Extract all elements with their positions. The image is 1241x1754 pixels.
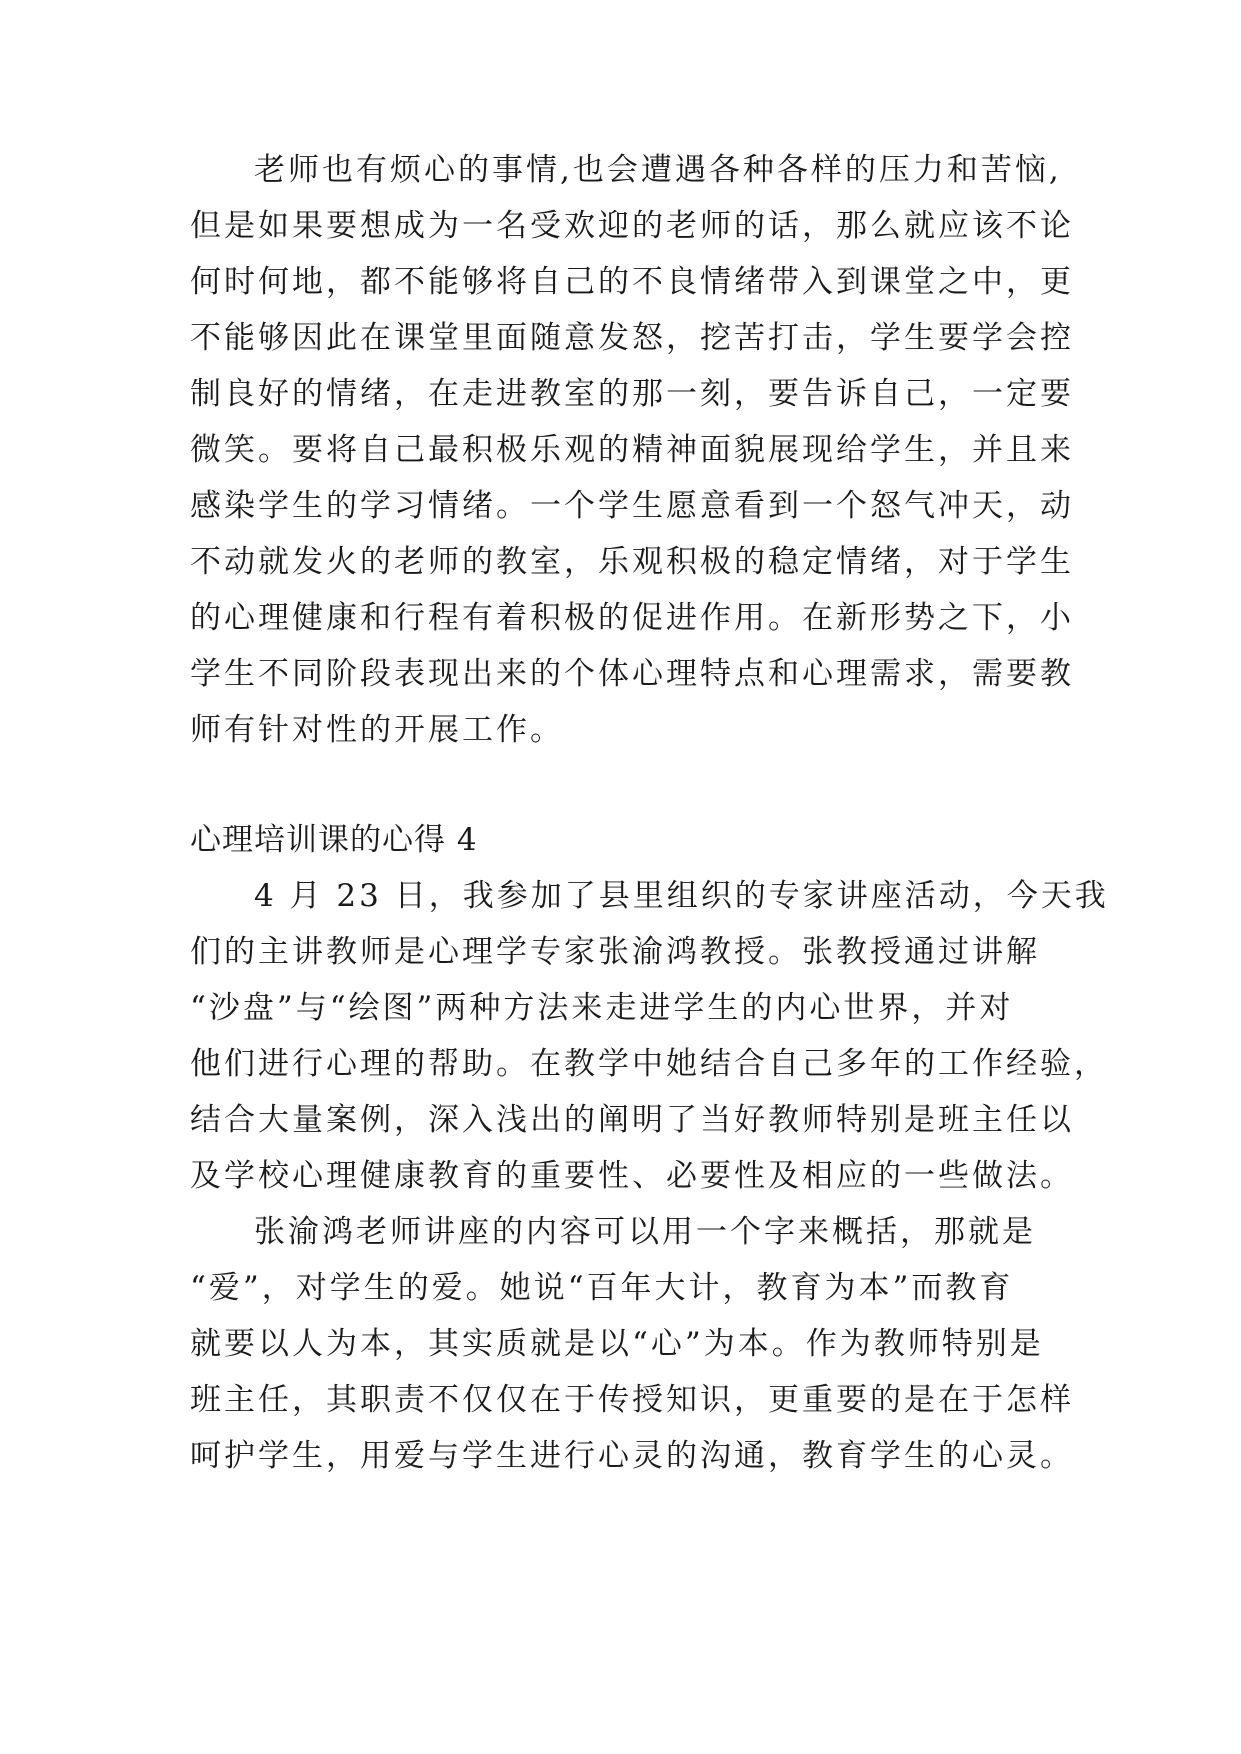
paragraph-line: 张渝鸿老师讲座的内容可以用一个字来概括，那就是 [254, 1214, 1036, 1250]
paragraph-line: 微笑。要将自己最积极乐观的精神面貌展现给学生，并且来 [190, 432, 1074, 468]
paragraph-line: 制良好的情绪，在走进教室的那一刻，要告诉自己，一定要 [190, 376, 1074, 412]
paragraph-line: 呵护学生，用爱与学生进行心灵的沟通，教育学生的心灵。 [190, 1438, 1074, 1474]
paragraph-line: “爱”，对学生的爱。她说“百年大计，教育为本”而教育 [190, 1270, 1014, 1306]
paragraph-line: 他们进行心理的帮助。在教学中她结合自己多年的工作经验， [190, 1046, 1108, 1082]
paragraph-line: 师有针对性的开展工作。 [190, 712, 564, 748]
paragraph-line: 的心理健康和行程有着积极的促进作用。在新形势之下，小 [190, 600, 1074, 636]
paragraph-line: 何时何地，都不能够将自己的不良情绪带入到课堂之中，更 [190, 264, 1074, 300]
paragraph-line: 但是如果要想成为一名受欢迎的老师的话，那么就应该不论 [190, 208, 1074, 244]
paragraph-line: 就要以人为本，其实质就是以“心”为本。作为教师特别是 [190, 1326, 1044, 1362]
paragraph-line: 结合大量案例，深入浅出的阐明了当好教师特别是班主任以 [190, 1102, 1074, 1138]
paragraph-line: 不动就发火的老师的教室，乐观积极的稳定情绪，对于学生 [190, 544, 1074, 580]
paragraph-line: 班主任，其职责不仅仅在于传授知识，更重要的是在于怎样 [190, 1382, 1074, 1418]
paragraph-line: 及学校心理健康教育的重要性、必要性及相应的一些做法。 [190, 1158, 1074, 1194]
paragraph-line: “沙盘”与“绘图”两种方法来走进学生的内心世界，并对 [190, 990, 1014, 1026]
paragraph-line: 老师也有烦心的事情,也会遭遇各种各样的压力和苦恼, [254, 152, 1062, 188]
paragraph-line: 不能够因此在课堂里面随意发怒，挖苦打击，学生要学会控 [190, 320, 1074, 356]
section-title: 心理培训课的心得 4 [190, 822, 478, 858]
paragraph-line: 们的主讲教师是心理学专家张渝鸿教授。张教授通过讲解 [190, 934, 1040, 970]
paragraph-line: 学生不同阶段表现出来的个体心理特点和心理需求，需要教 [190, 656, 1074, 692]
paragraph-line: 4 月 23 日，我参加了县里组织的专家讲座活动，今天我 [254, 878, 1109, 914]
paragraph-line: 感染学生的学习情绪。一个学生愿意看到一个怒气冲天，动 [190, 488, 1074, 524]
